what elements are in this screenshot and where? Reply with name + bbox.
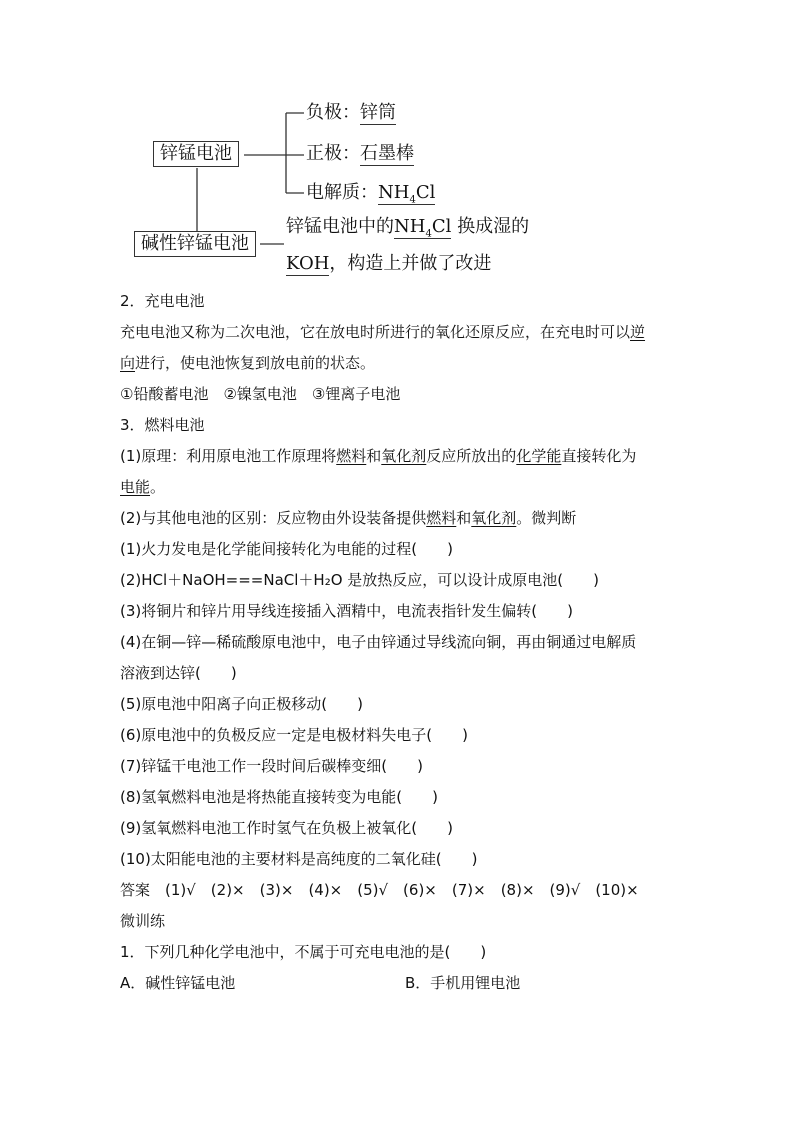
judgment-item: (3)将铜片和锌片用导线连接插入酒精中，电流表指针发生偏转( ) [120,602,573,620]
s3-p2-text: 。 [150,478,166,496]
answer-line: 答案 (1)√ (2)× (3)× (4)× (5)√ (6)× (7)× (8)× (9)√ (10)× [120,881,639,899]
s2-p2-text: 进行，使电池恢复到放电前的状态。 [135,354,376,372]
positive-electrode-row [306,142,414,166]
document-body [120,286,680,999]
question-1-options [120,968,680,999]
s2-p2-underline: 向 [120,354,136,372]
question-1: 1．下列几种化学电池中，不属于可充电电池的是( ) [120,943,487,961]
electrolyte-label: 电解质： [306,182,378,203]
positive-electrode-value: 石墨棒 [360,143,414,164]
section-3-difference [120,503,680,534]
s3-p1-text-c: 反应所放出的 [426,447,517,465]
alkaline-zinc-manganese-battery-box: 碱性锌锰电池 [134,231,256,257]
section-2-para-line2 [120,348,680,379]
section-3-principle-line1 [120,441,680,472]
electrolyte-formula-a: NH [378,182,410,203]
desc1-text-a: 锌锰电池中的 [286,216,394,237]
section-3-title: 3．燃料电池 [120,416,205,434]
judgment-item: (8)氢氧燃料电池是将热能直接转变为电能( ) [120,788,438,806]
s3-p3-text-c: 。微判断 [516,509,577,527]
desc1-text-d: 换成湿的 [451,216,530,237]
zinc-manganese-battery-box: 锌锰电池 [153,141,239,167]
judgment-item: (4)在铜—锌—稀硫酸原电池中，电子由锌通过导线流向铜，再由铜通过电解质 [120,633,637,651]
electrolyte-formula-b: Cl [415,182,436,203]
alkaline-description-line2 [286,252,491,276]
section-2-title: 2．充电电池 [120,292,205,310]
s3-p1-oxidant: 氧化剂 [381,447,427,465]
section-2-list: ①铅酸蓄电池 ②镍氢电池 ③锂离子电池 [120,385,401,403]
electrolyte-formula-sub: 4 [409,194,416,206]
judgment-item-continued: 溶液到达锌( ) [120,664,237,682]
alkaline-description-line1 [286,215,529,247]
desc1-formula-sub: 4 [425,228,432,240]
judgment-item: (7)锌锰干电池工作一段时间后碳棒变细( ) [120,757,423,775]
s3-p3-oxidant: 氧化剂 [471,509,517,527]
s3-p1-text-d: 直接转化为 [561,447,637,465]
s3-p1-fuel: 燃料 [336,447,367,465]
desc1-formula-a: NH [394,216,426,237]
exercise-title: 微训练 [120,912,166,930]
s3-p1-chemical-energy: 化学能 [516,447,562,465]
desc2-text: ，构造上并做了改进 [329,253,492,274]
judgment-item: (2)HCl＋NaOH===NaCl＋H₂O 是放热反应，可以设计成原电池( ) [120,571,599,589]
s3-p3-text-b: 和 [456,509,472,527]
s2-p1-underline: 逆 [630,323,646,341]
electrolyte-row [306,181,435,213]
section-3-principle-line2 [120,472,680,503]
option-a: A．碱性锌锰电池 [120,974,236,992]
s3-p1-text-b: 和 [366,447,382,465]
s3-p2-electric-energy: 电能 [120,478,151,496]
battery-diagram [0,0,793,290]
option-b: B．手机用锂电池 [405,974,521,992]
negative-electrode-value: 锌筒 [360,102,396,123]
judgment-item: (10)太阳能电池的主要材料是高纯度的二氧化硅( ) [120,850,478,868]
s2-p1-text: 充电电池又称为二次电池，它在放电时所进行的氧化还原反应，在充电时可以 [120,323,631,341]
judgment-item: (1)火力发电是化学能间接转化为电能的过程( ) [120,540,453,558]
desc1-formula [394,216,451,239]
s3-p3-text-a: (2)与其他电池的区别：反应物由外设装备提供 [120,509,427,527]
judgment-item: (9)氢氧燃料电池工作时氢气在负极上被氧化( ) [120,819,453,837]
desc2-formula: KOH [286,253,330,274]
electrolyte-value [378,182,435,205]
s3-p3-fuel: 燃料 [426,509,457,527]
desc1-formula-b: Cl [431,216,452,237]
positive-electrode-label: 正极： [306,143,360,164]
section-2-para-line1 [120,317,680,348]
negative-electrode-label: 负极： [306,102,360,123]
negative-electrode-row [306,101,396,125]
judgment-item: (6)原电池中的负极反应一定是电极材料失电子( ) [120,726,468,744]
judgment-item: (5)原电池中阳离子向正极移动( ) [120,695,363,713]
s3-p1-text-a: (1)原理：利用原电池工作原理将 [120,447,337,465]
